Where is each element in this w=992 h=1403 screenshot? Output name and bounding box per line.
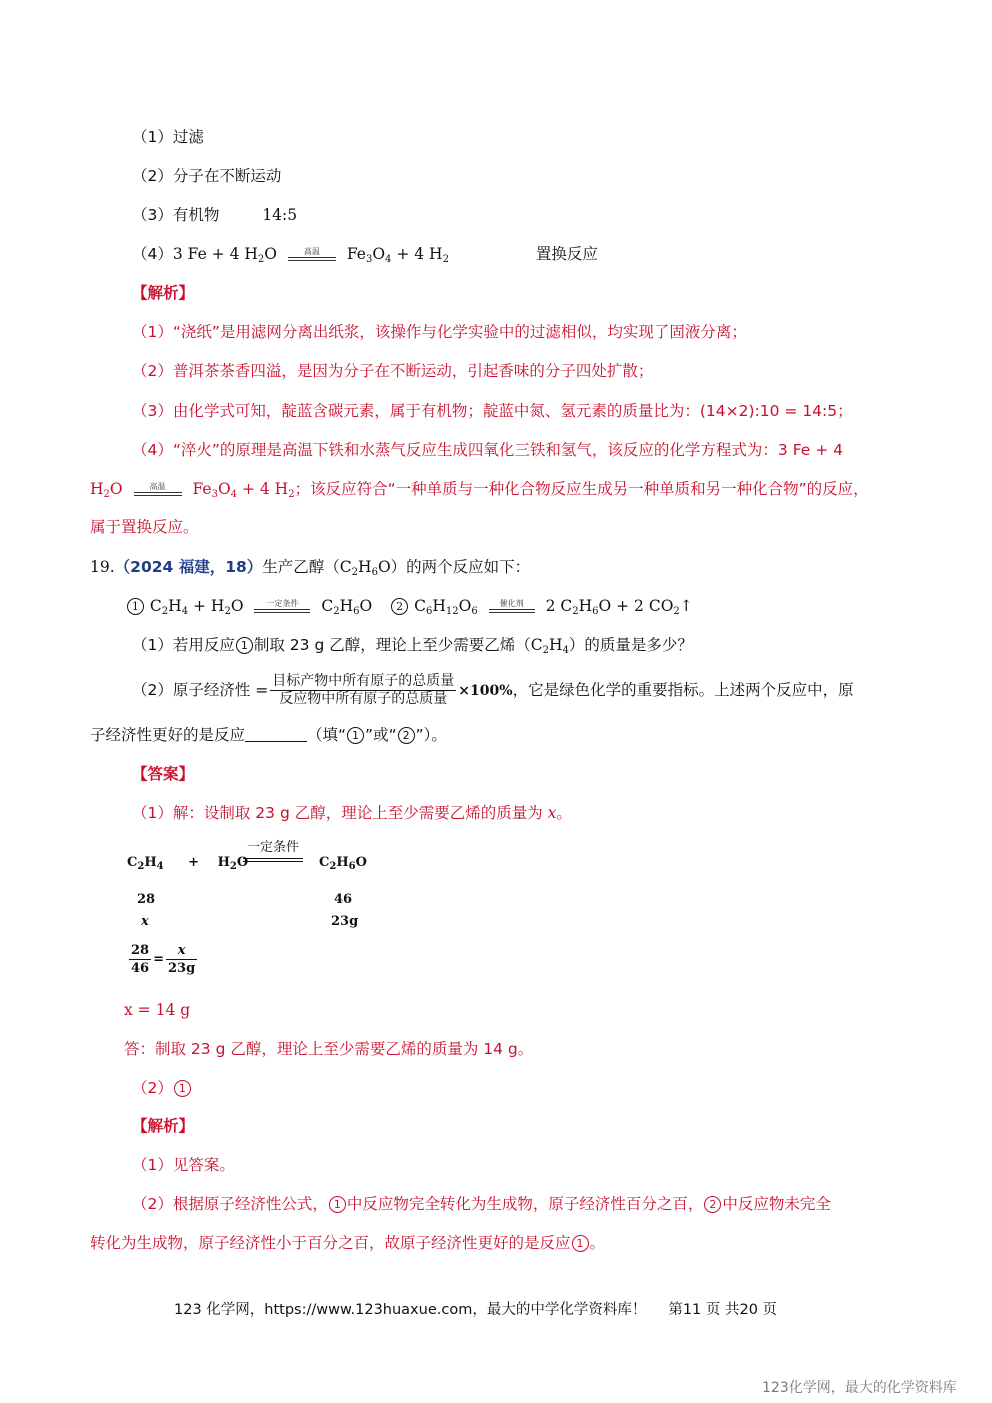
question-19-part-2-line-2: 子经济性更好的是反应 （填“ 1 ”或“ 2 ”）。 <box>90 726 447 744</box>
analysis-line-6: 属于置换反应。 <box>90 518 199 536</box>
question-19-stem: 19.（2024 福建，18）生产乙醇$(C_2H_6O)$的两个反应如下： <box>90 558 531 578</box>
calc-condition: 一定条件 <box>246 840 299 855</box>
proportion: $\frac{28}{46}$ = $\frac{x}{23g}$ <box>131 943 196 976</box>
molar-mass-ethanol: 46 <box>334 892 353 907</box>
analysis-19-line-1: （1）见答案。 <box>132 1156 235 1174</box>
analysis-line-4: （4）“淬火”的原理是高温下铁和水蒸气反应生成四氧化三铁和氢气，该反应的化学方程式为：3 Fe + 4 <box>132 441 844 459</box>
watermark: 123化学网，最大的化学资料库 <box>762 1380 957 1396</box>
analysis-line-5: $H_2O$ 高温 $Fe_3O_4 + 4$ $H_2$；该反应符合“一种单质与一种化合物反应生成另一种单质和另一种化合物”的反应， <box>90 480 869 500</box>
footer-text: 123 化学网，https://www.123huaxue.com，最大的中学化学资料库！ 第11 页 共20 页 <box>174 1302 778 1318</box>
result: x = 14 g <box>124 1001 191 1019</box>
answer-2: （2）分子在不断运动 <box>132 167 282 185</box>
analysis-19-header: 【解析】 <box>132 1117 195 1135</box>
calc-equation: $C_2H_4 + H_2O$ <box>127 855 249 872</box>
answer-4: （4）3 Fe + 4 $H_2O$ 高温 $Fe_3O_4 + 4$ $H_2$ 置换反应 <box>132 245 598 265</box>
answer-1: （1）过滤 <box>132 128 204 146</box>
analysis-line-2: （2）普洱茶茶香四溢，是因为分子在不断运动，引起香味的分子四处扩散； <box>132 362 654 380</box>
reaction-equations: 1 $C_2H_4 + H_2O$ 一定条件 $C_2H_6O$ 2 $C_6H_{12}O_6$ 催化剂 2 $C_2H_6O + 2$ $CO_2↑$ <box>126 596 693 617</box>
answer-blank[interactable] <box>245 727 307 742</box>
given-mass: 23g <box>331 914 359 929</box>
answer-part-2: （2） 1 <box>132 1078 192 1098</box>
solution-setup: （1）解：设制取 23 g 乙醇，理论上至少需要乙烯的质量为 x。 <box>132 804 572 822</box>
reaction-condition: 高温 <box>288 245 336 265</box>
unknown-x: x <box>141 914 149 929</box>
conclusion: 答：制取 23 g 乙醇，理论上至少需要乙烯的质量为 14 g。 <box>124 1040 534 1058</box>
answer-3: （3）有机物 14:5 <box>132 206 298 224</box>
question-source: （2024 福建，18） <box>114 558 263 576</box>
analysis-line-3: （3）由化学式可知，靛蓝含碳元素，属于有机物；靛蓝中氮、氢元素的质量比为：(14×2):10 = 14:5； <box>132 402 853 420</box>
question-19-part-2: （2）原子经济性 = $\frac{\text{目标产物中所有原子的总质量}}{\text{反应物中所有原子的总质量}}$ ×100%，它是绿色化学的重要指标。上述两个反应中，原 <box>132 673 854 707</box>
analysis-header: 【解析】 <box>132 284 195 302</box>
analysis-19-line-2: （2）根据原子经济性公式， 1 中反应物完全转化为生成物，原子经济性百分之百， 2 中反应物未完全 <box>132 1195 831 1213</box>
molar-mass-ethylene: 28 <box>137 892 156 907</box>
atom-economy-fraction: $\frac{\text{目标产物中所有原子的总质量}}{\text{反应物中所有原子的总质量}}$ <box>272 673 455 707</box>
answer-header: 【答案】 <box>132 765 195 783</box>
analysis-19-line-3: 转化为生成物，原子经济性小于百分之百，故原子经济性更好的是反应 1 。 <box>90 1234 606 1252</box>
page-number: 第11 页 共20 页 <box>668 1302 778 1318</box>
analysis-line-1: （1）“浇纸”是用滤网分离出纸浆，该操作与化学实验中的过滤相似，均实现了固液分离； <box>132 323 747 341</box>
question-19-part-1: （1）若用反应 1 制取 23 g 乙醇，理论上至少需要乙烯$(C_2H_4)$的质量是多少？ <box>132 636 693 656</box>
